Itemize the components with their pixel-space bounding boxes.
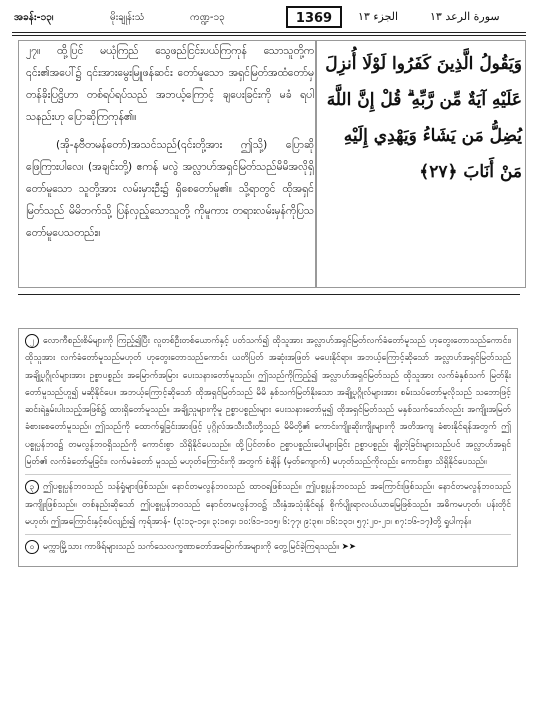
verse-arabic [316, 46, 522, 190]
footnotes [18, 328, 518, 567]
arabic-line: يُضِلُّ مَن يَشَاءُ وَيَهْدِي إِلَيْهِ [343, 126, 522, 146]
section-rule [18, 294, 520, 295]
footnote [25, 333, 511, 475]
juz-label-myanmar: ကဏ္ဍ-၁၃ [190, 12, 225, 23]
footnote-text: လောကီစည်းစိမ်များကို ကြည့်၍ပြီး လူတစ်ဦးတစ်ယောက်နှင့် ပတ်သက်၍ ထိုသူအား အလ္လာဟ်အရှင်မြတ်လက်ခံတော်မူသည် ဟုတွေးတောသည်ကောင်း၊ ထိုသူအား လက်ခံတော်မူသည်မဟုတ် ဟုတွေးတောသည်ကောင်း ယတိပြတ် အဆုံးအဖြတ် မပေးနိုင်ရာ။ အဘယ့်ကြောင့်ဆိုသော် အလ္လာဟ်အရှင်မြတ်သည် အချို့ပုဂ္ဂိုလ်များအား ဥစ္စာပစ္စည်း အမြောက်အမြား ပေးသနားတော်မူသည်။ ဤသည်ကိုကြည့်၍ အလ္လာဟ်အရှင်မြတ်သည် ထိုသူအား လက်ခံနှစ်သက် မြတ်နိုးတော်မူသည်ဟူ၍ မဆိုနိုင်ပေ။ အဘယ့်ကြောင့်ဆိုသော် ထိုအရှင်မြတ်သည် မိမိ နှစ်သက်မြတ်နိုးသော အချို့ပုဂ္ဂိုလ်များအား စမ်းသပ်တော်မူလိုသည် သဘောဖြင့် ဆင်းရဲနွမ်းပါးသည့်အဖြစ်၌ ထားရှိတော်မူသည်။ အချို့သူများကိုမူ ဥစ္စာပစ္စည်းများ ပေးသနားတော်မူ၍ ထိုအရှင်မြတ်သည် မနှစ်သက်သော်လည်း အကျိုးအမြတ် ခံစားစေတော်မူသည်။ ဤသည်ကို ထောက်ရှုခြင်းအားဖြင့် ပုဂ္ဂိုလ်အသီးသီးတို့သည် မိမိတို့၏ ကောင်းကျိုးဆိုးကျိုးများကို အတိအကျ ခံစားနိုင်ရန်အတွက် ဤပစ္စုပ္ပန်ဘဝ၌ တမလွန်ဘဝရှိသည်ကို ကောင်းစွာ သိရှိနိုင်ပေသည်။ ထို့ပြင်တစ်ဝ ဥစ္စာပစ္စည်းပေါများခြင်း ဥစ္စာပစ္စည်း ချို့တဲ့ခြင်းများသည်ပင် အလ္လာဟ်အရှင်မြတ်၏ လက်ခံတော်မူခြင်း၊ လက်မခံတော် မူသည် မဟုတ်ကြောင်းကို အတွက် စံချိန် (မှတ်ကျောက်) မဟုတ်သည်ကိုလည်း ကောင်းစွာ သိရှိနိုင်ပေသည်။ [25, 336, 511, 468]
page [12, 6, 526, 706]
arabic-line: مَنْ أَنَابَ ﴿٢٧﴾ [419, 162, 522, 182]
verse-translation [26, 40, 314, 244]
footnote-text: ဤပစ္စုပ္ပန်ဘဝသည် သန်ရှုံများဖြစ်သည်။ နောင်တမလွန်ဘဝသည် ထာဝရဖြစ်သည်။ ဤပစ္စုပ္ပန်ဘဝသည် အကြောင်းဖြစ်သည်။ နောင်တမလွန်ဘဝသည် အကျိုးဖြစ်သည်။ တစ်နည်းဆိုသော် ဤပစ္စုပ္ပန်ဘဝသည် နောင်တမလွန်ဘဝ၌ သီးနှံအသုံးနိုင်ရန် စိုက်ပျိုးရာလယ်ယာမြေဖြစ်သည်။ အဓိကမဟုတ်၊ ပန်းတိုင်မဟုတ်၊ ဤအကြောင်းနှင့်စပ်လျဉ်း၍ ကုရ်အာန်- (၃:၁၃-၁၄။ ၃:၁၈၄၊ ၁၀:၆၁-၁၁၅၊ ၆:၇၇၊ ၉:၃၈၊ ၁၆:၁၃၁၊ ၅၇:၂၀-၂၁၊ ၈၇:၁၆-၁၇)တို့ ရှုပါကုန်။ [25, 482, 511, 527]
translation-paragraph: ၂၇။ ထို့ပြင် မယုံကြည် သွေဖည်ငြင်းပယ်ကြကုန် သောသူတို့က ၎င်း၏အပေါ်၌ ၎င်းအားမွေးမြူဖန်ဆင်း တော်မူသော အရှင်မြတ်အထံတော်မှ တန်ခိုးပြဋ္ဌိဟာ တစ်ရပ်ရပ်သည် အဘယ့်ကြောင့် ချပေးခြင်းကို မခံ ရပါသနည်းဟု ပြောဆိုကြကုန်၏။ [26, 45, 314, 123]
arabic-line: عَلَيْهِ آيَةٌ مِّن رَّبِّهِ ۗ قُلْ إِنَّ اللَّهَ [326, 90, 522, 110]
translation-paragraph: (အို-နဗီတမန်တော်)အသင်သည်(၎င်းတို့အား ဤသို့) ပြောဆိုဖြေကြားပါလေ၊ (အချင်းတို့) ဧကန် မလွဲ အလ္လာဟ်အရှင်မြတ်သည်မိမိအလိုရှိတော်မူသော သူတို့အား လမ်းမှားဦး၌ ရှိစေတော်မူ၏။ သို့ရာတွင် ထိုအရှင်မြတ်သည် မိမိဘက်သို့ ပြန်လှည့်သောသူတို့ ကိုမူကား တရားလမ်းမှန်ကိုပြသတော်မူပေသတည်း။ [26, 139, 314, 239]
footnote-text: မက္ကာမြို့သား ကာဖိရ်များသည် သက်သေလက္ခဏာတော်အမြောက်အများကို တွေ့မြင်ခဲ့ကြရသည်။ ➤➤ [43, 542, 356, 553]
footnote-number: ၀ [25, 540, 39, 554]
header-rule [12, 32, 526, 33]
arabic-line: وَيَقُولُ الَّذِينَ كَفَرُوا لَوْلَا أُنزِلَ [325, 54, 522, 74]
juz-label-arabic: الجزء ١٣ [358, 10, 399, 23]
footnote-number: ၃ [25, 480, 39, 494]
chapter-label: အခန်း-၁၃၊ [14, 12, 54, 23]
surah-name-myanmar: မိုးချုန်းသံ [110, 12, 145, 23]
page-number: 1369 [286, 6, 342, 28]
surah-name-arabic: سورة الرعد ١٣ [430, 10, 500, 23]
header-rule-double [12, 35, 526, 36]
page-header [12, 6, 526, 30]
footnote [25, 539, 511, 559]
footnote-number: ၂ [25, 334, 39, 348]
footnote [25, 479, 511, 535]
